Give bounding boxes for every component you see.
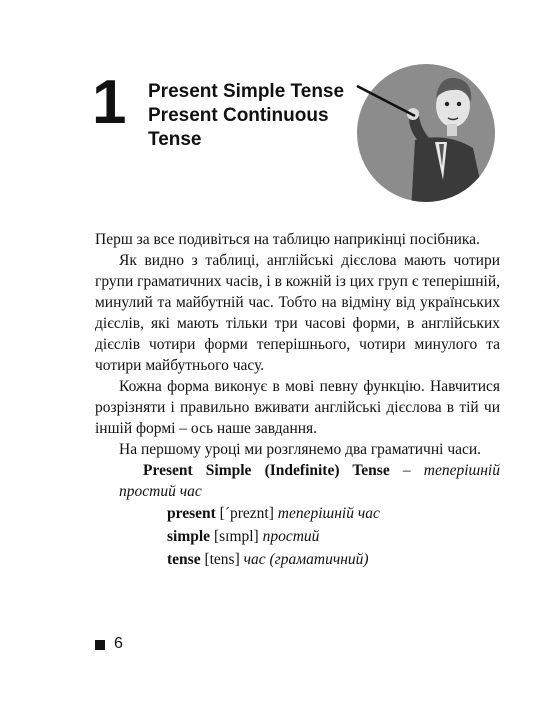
page-number: 6 <box>114 635 123 652</box>
term-dash: – <box>389 462 424 479</box>
paragraph-2: Як видно з таблиці, англійські дієслова мають чотири групи граматичних часів, і в кожній із цих груп є теперішній, минулий та майбутній час. Тобто на відміну від українських дієслів, які мають тільки три часові форми, в англійських дієслів чотири форми теперішнього, чотири минулого та чотири майбутнього часу. <box>95 252 500 374</box>
teacher-illustration <box>355 62 497 204</box>
paragraph-3: Кожна форма виконує в мові певну функцію. Навчитися розрізняти і правильно вживати англійські дієслова в тій чи іншій формі – ось наше завдання. <box>95 378 500 437</box>
term-name: Present Simple (Indefinite) Tense <box>143 462 390 479</box>
vocab-transcription: [tens] <box>200 551 244 568</box>
vocab-item-simple <box>95 525 500 548</box>
paragraph-4: На першому уроці ми розглянемо два граматичні часи. <box>119 441 482 458</box>
vocab-word: present <box>167 505 216 522</box>
lesson-text <box>95 229 500 571</box>
vocab-word: simple <box>167 528 211 545</box>
vocab-item-present <box>95 502 500 525</box>
vocab-translation: простий <box>262 528 320 545</box>
vocab-transcription: [ˊpreznt] <box>215 505 278 522</box>
term-definition <box>95 460 500 502</box>
chapter-title-line-3: Tense <box>148 129 202 150</box>
vocab-item-tense <box>95 548 500 571</box>
chapter-title-line-1: Present Simple Tense <box>148 81 345 102</box>
term-translation: теперішній простий час <box>119 462 500 500</box>
chapter-title <box>148 80 358 152</box>
vocab-transcription: [sɪmpl] <box>210 528 263 545</box>
chapter-number: 1 <box>92 68 127 137</box>
vocab-translation: теперішній час <box>277 505 380 522</box>
chapter-title-line-2: Present Continuous <box>148 105 329 126</box>
vocab-translation: час (граматичний) <box>243 551 369 568</box>
paragraph-1: Перш за все подивіться на таблицю наприкінці посібника. <box>95 231 480 248</box>
vocab-word: tense <box>167 551 201 568</box>
page-marker-square <box>95 640 105 650</box>
